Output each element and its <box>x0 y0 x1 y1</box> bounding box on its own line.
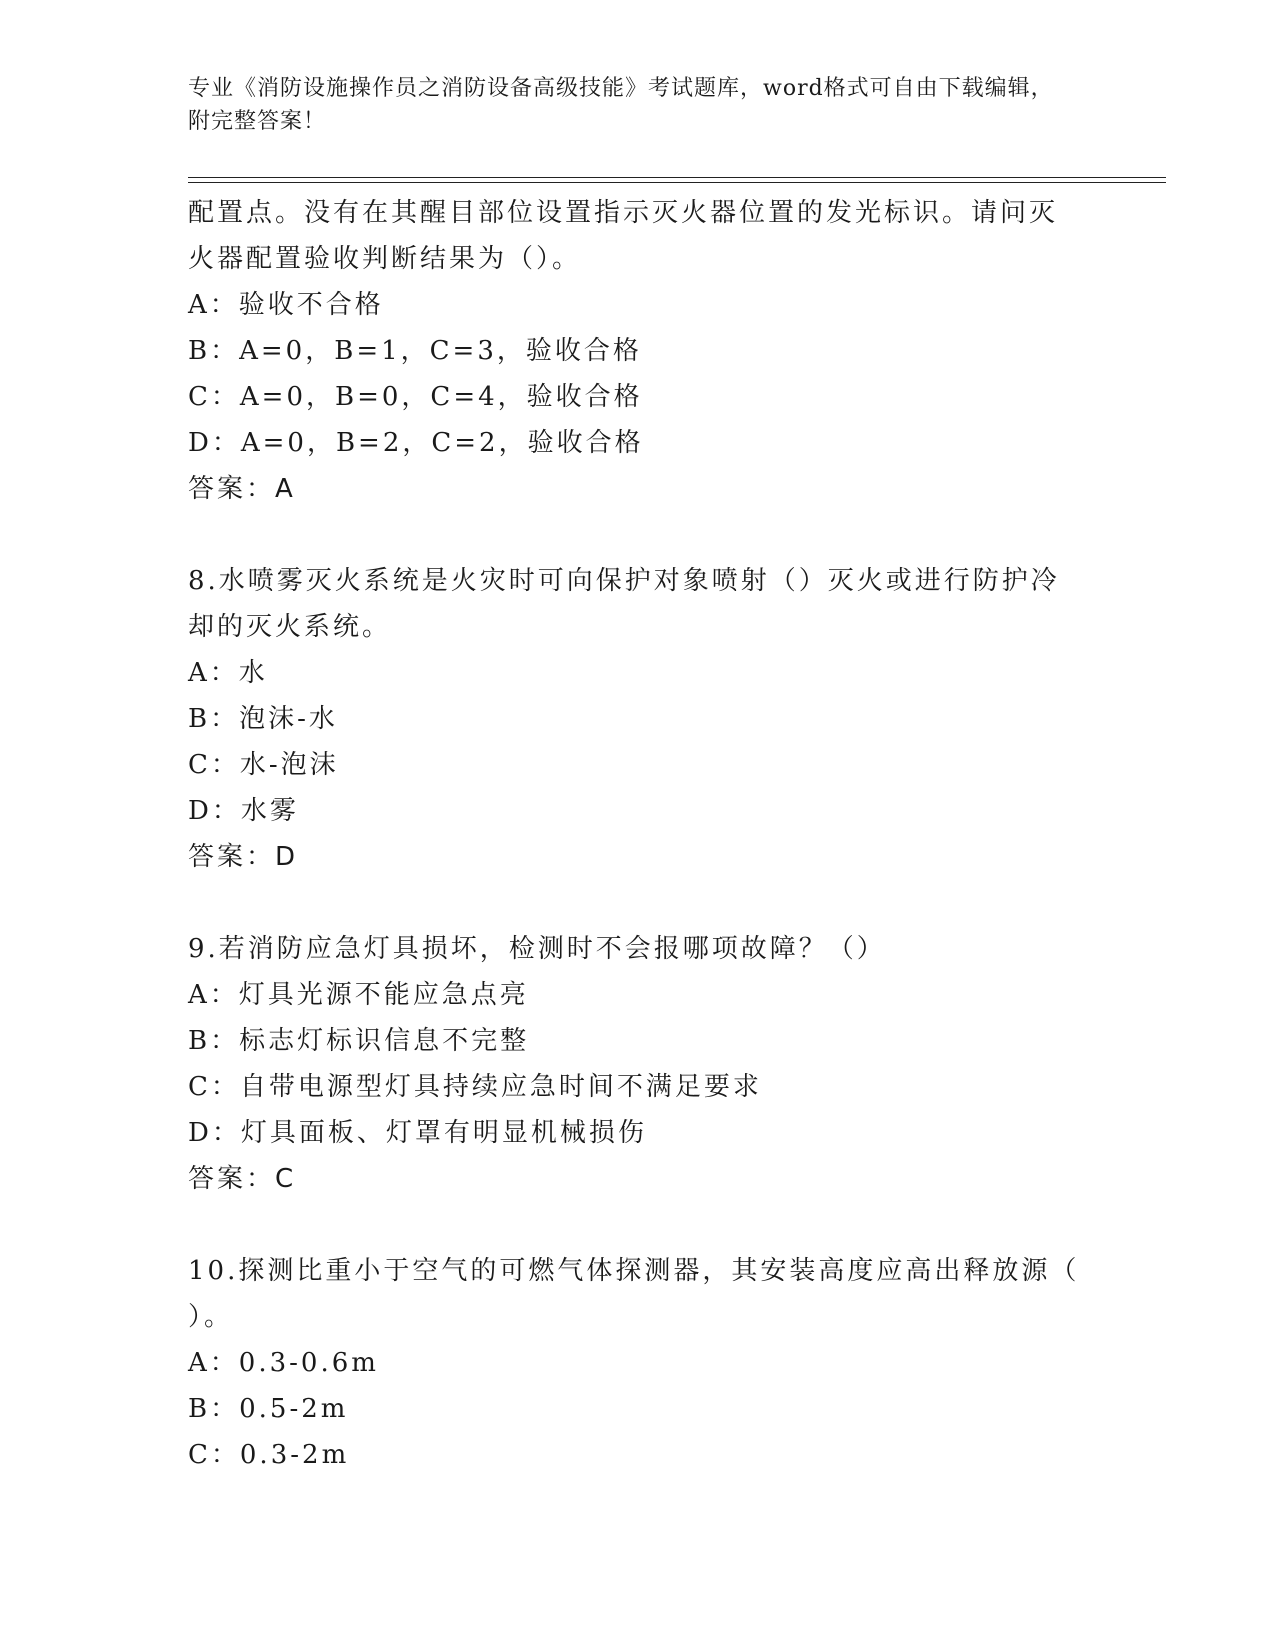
spacer <box>188 512 1078 558</box>
spacer <box>188 1202 1078 1248</box>
option-d: D：A=0，B=2，C=2，验收合格 <box>188 428 644 458</box>
question-stem-line: 火器配置验收判断结果为（）。 <box>188 244 582 274</box>
question-stem-line: 却的灭火系统。 <box>188 612 392 642</box>
question-stem-line: 10.探测比重小于空气的可燃气体探测器，其安装高度应高出释放源（ <box>188 1256 1080 1286</box>
option-d: D：灯具面板、灯罩有明显机械损伤 <box>188 1118 647 1148</box>
option-c: C：自带电源型灯具持续应急时间不满足要求 <box>188 1072 762 1102</box>
header-rule-top <box>188 177 1166 178</box>
option-b: B：0.5-2m <box>188 1394 349 1424</box>
question-content <box>188 190 1078 1478</box>
option-c: C：水-泡沫 <box>188 750 339 780</box>
spacer <box>188 880 1078 926</box>
question-10 <box>188 1248 1078 1478</box>
option-a: A：验收不合格 <box>188 290 384 320</box>
question-stem-line: 8.水喷雾灭火系统是火灾时可向保护对象喷射（）灭火或进行防护冷 <box>188 566 1060 596</box>
option-a: A：灯具光源不能应急点亮 <box>188 980 529 1010</box>
option-d: D：水雾 <box>188 796 299 826</box>
question-8 <box>188 558 1078 880</box>
question-stem-line: 配置点。没有在其醒目部位设置指示灭火器位置的发光标识。请问灭 <box>188 198 1059 228</box>
question-stem-line: 9.若消防应急灯具损坏，检测时不会报哪项故障？（） <box>188 934 886 964</box>
option-b: B：标志灯标识信息不完整 <box>188 1026 530 1056</box>
option-a: A：0.3-0.6m <box>188 1348 379 1378</box>
option-b: B：A=0，B=1，C=3，验收合格 <box>188 336 642 366</box>
header-title: 专业《消防设施操作员之消防设备高级技能》考试题库，word格式可自由下载编辑，附完整答案！ <box>188 76 1054 134</box>
question-7 <box>188 190 1078 512</box>
question-stem-line: ）。 <box>188 1302 234 1332</box>
option-c: C：0.3-2m <box>188 1440 350 1470</box>
option-a: A：水 <box>188 658 268 688</box>
answer-line: 答案：A <box>188 474 296 504</box>
page-header <box>188 72 1068 138</box>
option-b: B：泡沫-水 <box>188 704 338 734</box>
header-rule-bottom <box>188 182 1166 183</box>
option-c: C：A=0，B=0，C=4，验收合格 <box>188 382 643 412</box>
question-9 <box>188 926 1078 1202</box>
answer-line: 答案：C <box>188 1164 297 1194</box>
answer-line: 答案：D <box>188 842 299 872</box>
